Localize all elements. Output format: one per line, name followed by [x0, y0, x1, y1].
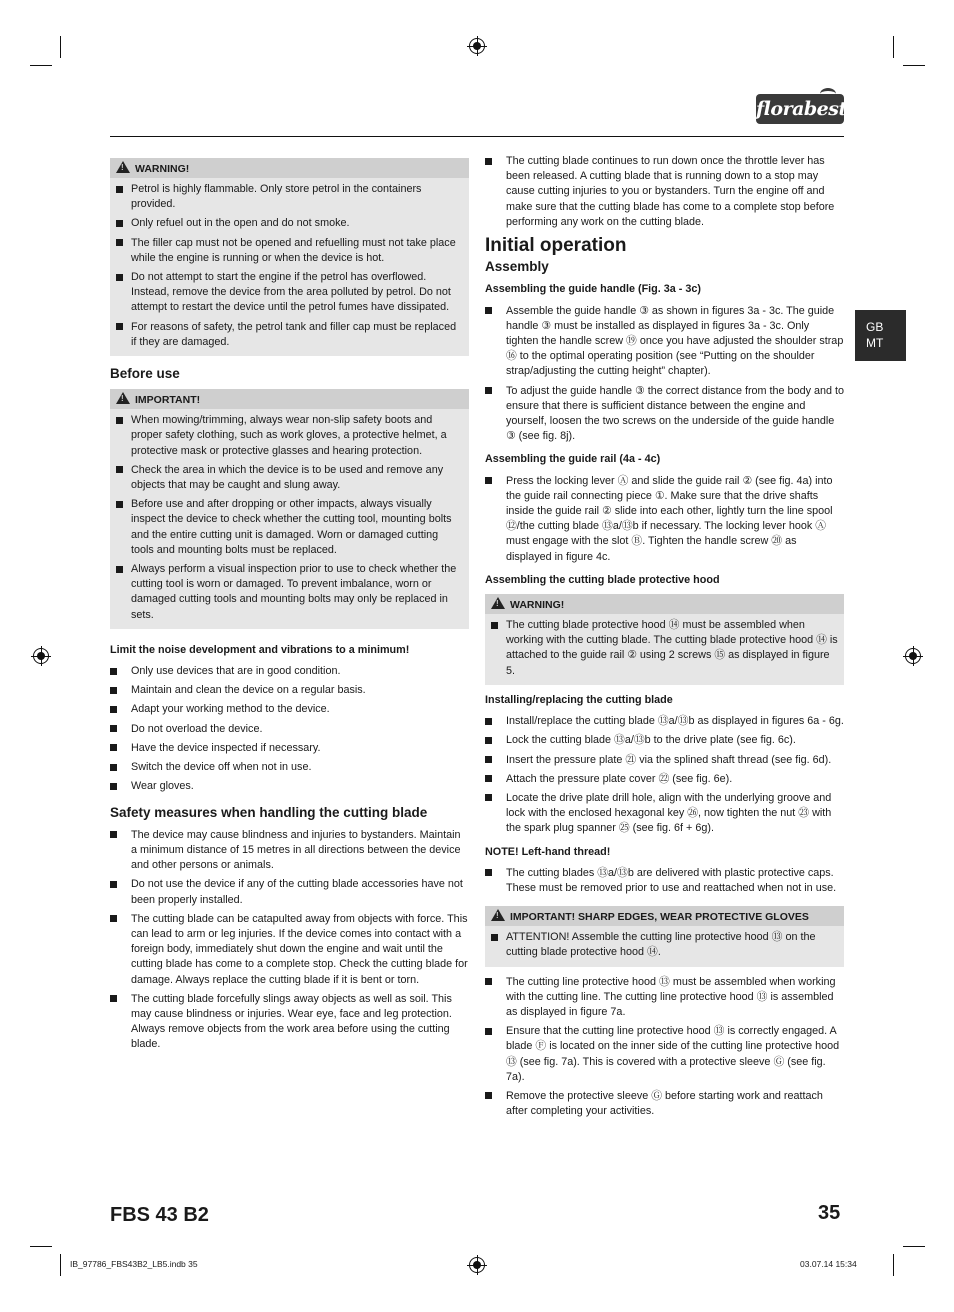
crop-mark	[903, 65, 925, 66]
header-divider	[110, 136, 844, 137]
warning-box	[110, 158, 469, 356]
subsection-heading: NOTE! Left-hand thread!	[485, 845, 611, 858]
print-slug-date: 03.07.14 15:34	[800, 1259, 857, 1269]
subsection-heading: Limit the noise development and vibrations to a minimum!	[110, 643, 410, 656]
list-item: Wear gloves.	[110, 779, 469, 794]
list-item: Do not attempt to start the engine if the petrol has overflowed. Instead, remove the device from the area polluted by petrol. Do not attempt to restart the device until the petrol fumes have dissipated.	[110, 270, 463, 316]
list-item: The cutting line protective hood ⑬ must be assembled when working with the cutting line. The cutting line protective hood ⑬ is assembled as displayed in figure 7a.	[485, 975, 844, 1021]
warning-triangle-icon	[491, 909, 505, 921]
noise-list	[110, 664, 469, 794]
language-code: MT	[866, 336, 884, 350]
list-item: Only use devices that are in good condition.	[110, 664, 469, 679]
important-box	[110, 389, 469, 629]
list-item: ATTENTION! Assemble the cutting line protective hood ⑬ on the cutting blade protective hood ⑭.	[485, 930, 838, 960]
lefthand-list	[485, 866, 844, 896]
final-list	[485, 975, 844, 1120]
warning-box	[485, 594, 844, 685]
list-item: Always perform a visual inspection prior to use to check whether the cutting tool is worn or damaged. To prevent imbalance, worn or damaged cutting tools and mounting bolts may only be replaced in sets.	[110, 562, 463, 623]
section-heading: Assembly	[485, 259, 549, 275]
installing-list	[485, 714, 844, 836]
list-item: The filler cap must not be opened and refuelling must not take place while the engine is running or when the device is hot.	[110, 236, 463, 266]
registration-mark-icon	[33, 648, 49, 664]
list-item: Attach the pressure plate cover ㉒ (see fig. 6e).	[485, 772, 844, 787]
list-item: The device may cause blindness and injuries to bystanders. Maintain a minimum distance of 15 metres in all directions between the device and other persons or animals.	[110, 828, 469, 874]
warning-triangle-icon	[491, 597, 505, 609]
list-item: Do not overload the device.	[110, 722, 469, 737]
list-item: Have the device inspected if necessary.	[110, 741, 469, 756]
subsection-heading: Installing/replacing the cutting blade	[485, 693, 673, 706]
warning-list	[485, 618, 844, 679]
section-heading: Before use	[110, 366, 180, 382]
list-item: Ensure that the cutting line protective hood ⑬ is correctly engaged. A blade Ⓕ is located on the inner side of the cutting line protective hood ⑬ (see fig. 7a). This is covered with a protective sleeve Ⓖ (see fig. 7a).	[485, 1024, 844, 1085]
print-slug-file: IB_97786_FBS43B2_LB5.indb 35	[70, 1259, 198, 1269]
registration-mark-icon	[469, 1257, 485, 1273]
list-item: The cutting blade continues to run down once the throttle lever has been released. A cutting blade that is running down to a stop may cause cutting injuries to you or bystanders. Turn the engine off and make sure that the cutting blade has come to a complete stop before performing any work on the cutting blade.	[485, 154, 844, 230]
list-item: Install/replace the cutting blade ⑬a/⑬b as displayed in figures 6a - 6g.	[485, 714, 844, 729]
warning-box-header: !WARNING!	[485, 594, 844, 614]
list-item: When mowing/trimming, always wear non-slip safety boots and proper safety clothing, such as work gloves, a protective helmet, a protective mask or protective glasses and hearing protection.	[110, 413, 463, 459]
list-item: Assemble the guide handle ③ as shown in figures 3a - 3c. The guide handle ③ must be installed as displayed in figures 3a - 3c. Only tighten the handle screw ⑲ once you have adjusted the shoulder strap ⑯ to the optimal operating position (see “Putting on the shoulder strap/adjusting the cutting height” chapter).	[485, 304, 844, 380]
important-list	[110, 413, 469, 623]
list-item: The cutting blade can be catapulted away from objects with force. This can lead to arm or leg injuries. If the device comes into contact with a foreign body, immediately shut down the engine and wait until the cutting blade has come to a complete stop. Check the cutting blade for damage. Always replace the cutting blade if it is bent or torn.	[110, 912, 469, 988]
language-tab	[855, 310, 906, 361]
list-item: Locate the drive plate drill hole, align with the underlying groove and lock with the enclosed hexagonal key ㉖, now tighten the nut ㉓ with the spark plug spanner ㉕ (see fig. 6f + 6g).	[485, 791, 844, 837]
list-item: Switch the device off when not in use.	[110, 760, 469, 775]
warning-list	[110, 182, 469, 350]
registration-mark-icon	[905, 648, 921, 664]
language-code: GB	[866, 320, 884, 334]
important-box	[485, 906, 844, 966]
safety-list	[110, 828, 469, 1053]
crop-mark	[30, 1246, 52, 1247]
list-item: The cutting blade protective hood ⑭ must be assembled when working with the cutting blade. The cutting blade protective hood ⑭ is attached to the guide rail ② using 2 screws ⑮ as displayed in figure 5.	[485, 618, 838, 679]
section-heading: Safety measures when handling the cutting blade	[110, 804, 428, 820]
model-name: FBS 43 B2	[110, 1204, 209, 1226]
important-list	[485, 930, 844, 960]
list-item: Check the area in which the device is to be used and remove any objects that may be caught and slung away.	[110, 463, 463, 493]
list-item: Only refuel out in the open and do not smoke.	[110, 216, 463, 231]
page-section-title: Initial operation	[485, 235, 627, 257]
list-item: The cutting blades ⑬a/⑬b are delivered with plastic protective caps. These must be removed prior to use and reattached when not in use.	[485, 866, 844, 896]
subsection-heading: Assembling the guide rail (4a - 4c)	[485, 453, 661, 466]
list-item: For reasons of safety, the petrol tank and filler cap must be replaced if they are damaged.	[110, 320, 463, 350]
list-item: Adapt your working method to the device.	[110, 702, 469, 717]
warning-triangle-icon	[116, 392, 130, 404]
list-item: Press the locking lever Ⓐ and slide the guide rail ② (see fig. 4a) into the guide rail connecting piece ①. Make sure that the drive shafts inside the guide rail ② slide into each other, lightly turn the line spool ⑫/the cutting blade ⑬a/⑬b if necessary. The locking lever hook Ⓐ must engage with the slot Ⓑ. Tighten the handle screw ⑳ as displayed in figure 4c.	[485, 474, 844, 565]
right-column	[485, 154, 844, 1123]
crop-mark	[30, 65, 52, 66]
list-item: Petrol is highly flammable. Only store petrol in the containers provided.	[110, 182, 463, 212]
warning-box-header: !WARNING!	[110, 158, 469, 178]
list-item: Maintain and clean the device on a regular basis.	[110, 683, 469, 698]
crop-mark	[60, 36, 61, 58]
list-item: Before use and after dropping or other impacts, always visually inspect the device to check whether the cutting tool, mounting bolts and the entire cutting unit is damaged. Worn or damaged cutting tools and mounting bolts must be replaced.	[110, 497, 463, 558]
intro-list	[485, 154, 844, 230]
crop-mark	[893, 1254, 894, 1276]
crop-mark	[60, 1254, 61, 1276]
important-box-header: !IMPORTANT! SHARP EDGES, WEAR PROTECTIVE GLOVES	[485, 906, 844, 926]
crop-mark	[893, 36, 894, 58]
list-item: Lock the cutting blade ⑬a/⑬b to the drive plate (see fig. 6c).	[485, 733, 844, 748]
list-item: Insert the pressure plate ㉑ via the splined shaft thread (see fig. 6d).	[485, 753, 844, 768]
brand-logo: florabest	[756, 94, 844, 124]
guide-handle-list	[485, 304, 844, 445]
important-box-header: !IMPORTANT!	[110, 389, 469, 409]
crop-mark	[903, 1246, 925, 1247]
subsection-heading: Assembling the cutting blade protective hood	[485, 573, 720, 586]
left-column	[110, 158, 469, 1057]
list-item: The cutting blade forcefully slings away objects as well as soil. This may cause blindness or injuries. Wear eye, face and leg protection. Always remove objects from the work area before using the cutting blade.	[110, 992, 469, 1053]
list-item: Do not use the device if any of the cutting blade accessories have not been properly installed.	[110, 877, 469, 907]
subsection-heading: Assembling the guide handle (Fig. 3a - 3c)	[485, 283, 701, 296]
registration-mark-icon	[469, 38, 485, 54]
list-item: To adjust the guide handle ③ the correct distance from the body and to ensure that there is sufficient distance between the engine and yourself, loosen the two screws on the underside of the guide handle ③ (see fig. 8j).	[485, 384, 844, 445]
warning-triangle-icon	[116, 161, 130, 173]
page-number: 35	[818, 1202, 841, 1224]
guide-rail-list	[485, 474, 844, 565]
list-item: Remove the protective sleeve Ⓖ before starting work and reattach after completing your activities.	[485, 1089, 844, 1119]
